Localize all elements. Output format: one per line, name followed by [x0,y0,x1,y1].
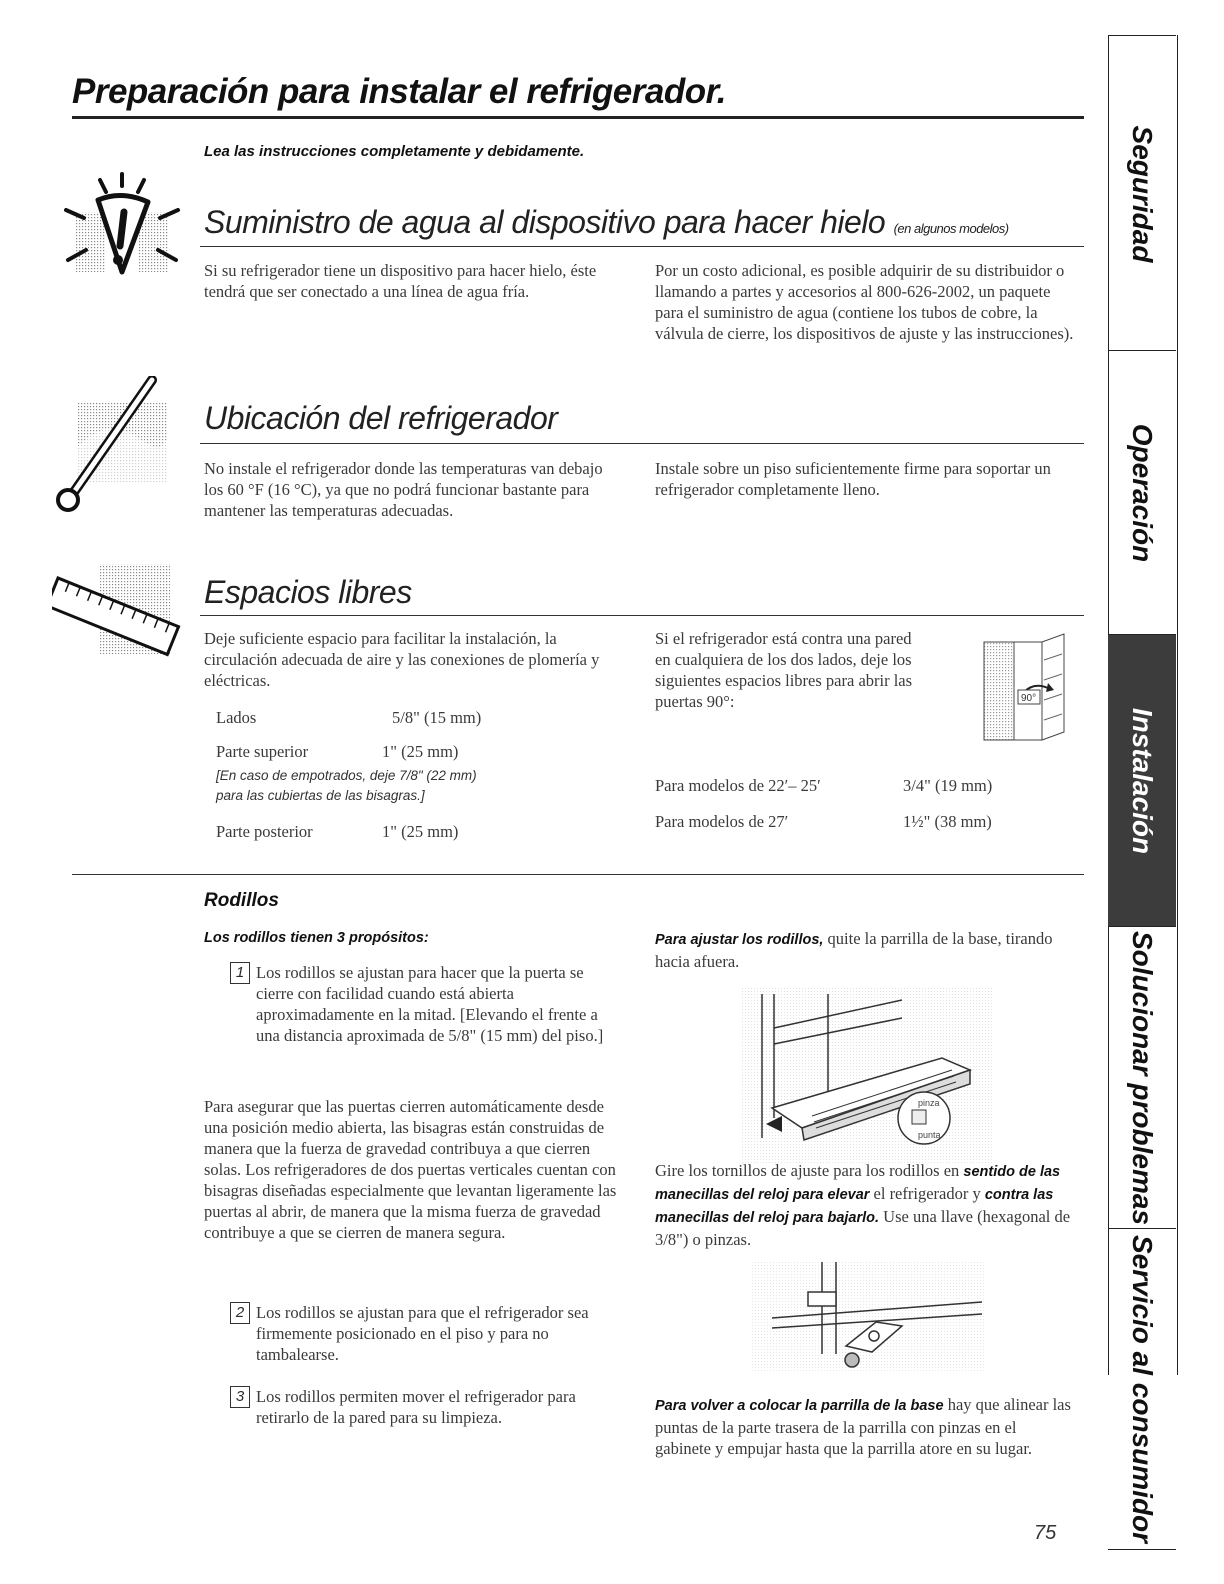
purposes-heading: Los rodillos tienen 3 propósitos: [204,930,429,946]
turn-text-1: Gire los tornillos de ajuste para los rodillos en [655,1161,964,1180]
punta-label: punta [918,1130,941,1140]
adjust-text [655,928,1075,972]
section-heading-location: Ubicación del refrigerador [204,400,558,436]
base-grille-illustration [742,988,992,1164]
rollers-rule [72,874,1084,875]
adjust-body: quite la parrilla de la base, tirando hacia afuera. [655,929,1053,971]
page-title: Preparación para instalar el refrigerador. [72,72,727,111]
clearance-left-text: Deje suficiente espacio para facilitar la instalación, la circulación adecuada de aire y las conexiones de plomería y eléctricas. [204,629,600,690]
roller-purpose-1-text: Los rodillos se ajustan para hacer que la puerta se cierre con facilidad cuando está abierta aproximadamente en la mitad. [Elevando el frente a una distancia aproximada de 5/8" (15 mm) del piso.] [256,963,604,1045]
model1-label: Para modelos de 22′– 25′ [655,776,821,795]
water-heading-note: (en algunos modelos) [893,221,1009,236]
top-label: Parte superior [216,742,309,761]
rollers-paragraph: Para asegurar que las puertas cierren automáticamente desde una posición medio abierta, las bisagras están construidas de manera que la fuerza de gravedad contribuya a que cierren solas. Los refrigeradores de dos puertas verticales cuentan con bisagras diseñadas especialmente que levantan ligeramente las puertas al abrir, de manera que la misma fuerza de gravedad contribuye a que se cierren de manera segura. [204,1097,617,1242]
tab-solucionar-label: Solucionar problemas [1127,930,1158,1226]
model1-value: 3/4" (19 mm) [903,776,993,795]
warning-icon [58,172,186,282]
replace-grille-text [655,1394,1075,1459]
water-heading-text: Suministro de agua al dispositivo para hacer hielo [204,204,886,240]
roller-purpose-2 [230,1302,625,1365]
refrigerator-door-icon [978,628,1078,750]
section-rule-water [200,246,1084,247]
turn-text-3: Use una llave (hexagonal de 3/8") o pinzas. [655,1207,1071,1249]
roller-adjust-illustration [752,1262,984,1372]
model2-value: 1½" (38 mm) [903,812,992,831]
sides-value: 5/8" (15 mm) [392,708,482,727]
tab-instalacion[interactable] [1108,634,1176,927]
ruler-icon [52,560,184,664]
adjust-lead: Para ajustar los rodillos, [655,932,824,948]
tab-seguridad-label: Seguridad [1127,125,1158,262]
turn-bold-1: sentido de las manecillas del reloj para elevar [655,1164,1061,1203]
roller-purpose-3-text: Los rodillos permiten mover el refrigerador para retirarlo de la pared para su limpieza. [256,1387,576,1427]
roller-purpose-1 [230,962,625,1046]
pinza-label: pinza [918,1098,940,1108]
rollers-heading: Rodillos [204,890,279,911]
tab-instalacion-label: Instalación [1127,707,1158,855]
location-left-text: No instale el refrigerador donde las temperaturas van debajo los 60 °F (16 °C), ya que no podrá funcionar bastante para mantener las temperaturas adecuadas. [204,459,603,520]
section-heading-water [204,204,1009,241]
model2-label: Para modelos de 27′ [655,812,789,831]
tab-operacion[interactable] [1108,350,1176,635]
tab-operacion-label: Operación [1127,423,1158,563]
back-value: 1" (25 mm) [382,822,459,841]
top-value: 1" (25 mm) [382,742,459,761]
roller-purpose-2-text: Los rodillos se ajustan para que el refrigerador sea firmemente posicionado en el piso y para no tambalearse. [256,1303,589,1364]
roller-purpose-3 [230,1386,625,1428]
number-box-1: 1 [230,962,250,984]
location-right-text: Instale sobre un piso suficientemente firme para soportar un refrigerador completamente lleno. [655,459,1051,499]
tab-servicio-consumidor[interactable] [1108,1228,1176,1550]
thermometer-icon [48,376,178,516]
page-subtitle: Lea las instrucciones completamente y debidamente. [204,143,585,160]
tab-seguridad[interactable] [1108,35,1176,351]
turn-bold-2: contra las manecillas del reloj para bajarlo. [655,1187,1054,1226]
section-rule-location [200,443,1084,444]
page-number: 75 [1034,1522,1057,1544]
title-rule [72,116,1084,119]
section-heading-clearance: Espacios libres [204,574,412,610]
number-box-2: 2 [230,1302,250,1324]
clearance-right-text: Si el refrigerador está contra una pared en cualquiera de los dos lados, deje los siguientes espacios libres para abrir las puertas 90°: [655,629,913,711]
angle-label: 90° [1021,693,1037,704]
sides-label: Lados [216,708,257,727]
top-note-line1: [En caso de empotrados, deje 7/8" (22 mm) [216,768,477,783]
turn-text-2: el refrigerador y [869,1184,985,1203]
tab-servicio-label: Servicio al consumidor [1127,1234,1158,1544]
replace-lead: Para volver a colocar la parrilla de la base [655,1398,944,1414]
water-right-text: Por un costo adicional, es posible adquirir de su distribuidor o llamando a partes y accesorios al 800-626-2002, un paquete para el suministro de agua (contiene los tubos de cobre, la válvula de cierre, los dispositivos de ajuste y las instrucciones). [655,261,1074,343]
tab-solucionar-problemas[interactable] [1108,926,1176,1229]
section-rule-clearance [200,615,1084,616]
replace-body: hay que alinear las puntas de la parte trasera de la parrilla con pinzas en el gabinete y empujar hasta que la parrilla atore en su lugar. [655,1395,1071,1458]
number-box-3: 3 [230,1386,250,1408]
turn-screws-text [655,1160,1075,1250]
top-note-line2: para las cubiertas de las bisagras.] [216,788,425,803]
back-label: Parte posterior [216,822,313,841]
water-left-text: Si su refrigerador tiene un dispositivo para hacer hielo, éste tendrá que ser conectado a una línea de agua fría. [204,261,597,301]
